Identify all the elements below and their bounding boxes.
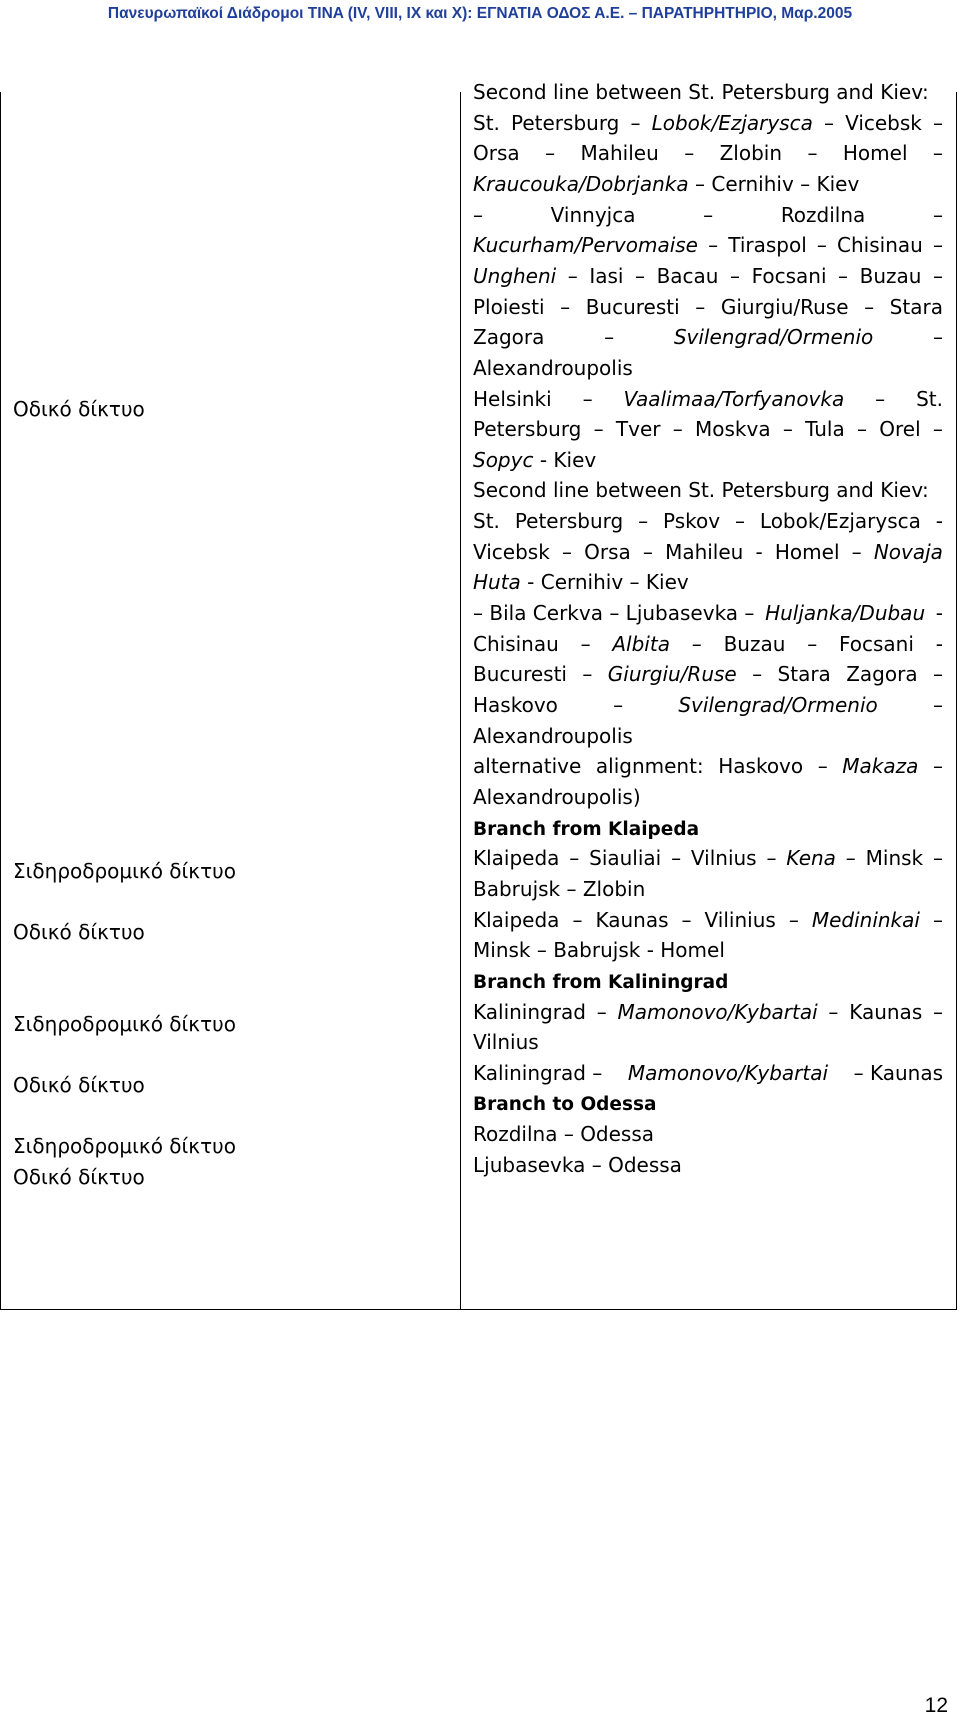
left-label-road: Οδικό δίκτυο — [13, 1165, 145, 1189]
route-text: – — [635, 263, 646, 288]
route-text: Minsk — [865, 846, 924, 871]
route-text: Stara — [777, 662, 831, 687]
route-text: Alexandroupolis — [473, 723, 633, 748]
route-text: Vicebsk — [473, 539, 550, 564]
route-text: Vilnius — [690, 846, 757, 871]
route-text: Albita — [612, 631, 670, 656]
route-text: – — [572, 907, 583, 932]
route-line — [473, 1086, 943, 1120]
route-line — [473, 1117, 943, 1151]
route-text: Bucuresti — [473, 662, 567, 687]
route-line — [473, 228, 943, 262]
route-text: – — [933, 999, 943, 1024]
route-text: Second line between St. Petersburg and Kiev: — [473, 478, 929, 503]
route-text: Tula — [805, 417, 845, 442]
route-text: Chisinau — [473, 631, 559, 656]
route-text: Lobok/Ezjarysca — [651, 110, 813, 135]
route-text: – — [545, 141, 556, 166]
route-text: Kaliningrad — [473, 999, 586, 1024]
route-line — [473, 75, 943, 109]
route-text: – — [681, 907, 692, 932]
route-text: Huljanka/Dubau — [765, 601, 926, 626]
route-text: - — [935, 509, 943, 534]
route-line — [473, 841, 943, 875]
route-line — [473, 903, 943, 937]
route-text: Alexandroupolis) — [473, 784, 641, 809]
route-line — [473, 351, 943, 385]
left-label-rail: Σιδηροδρομικό δίκτυο — [13, 859, 236, 883]
route-text: – — [672, 417, 683, 442]
route-text: Haskovo — [718, 754, 804, 779]
route-text: - — [929, 601, 943, 626]
route-line — [473, 473, 943, 507]
route-text: Tiraspol — [728, 233, 807, 258]
route-text: Klaipeda — [473, 846, 560, 871]
route-text: Makaza — [842, 754, 919, 779]
route-text: – — [932, 754, 943, 779]
page-number: 12 — [924, 1694, 948, 1717]
route-text: Branch from Kaliningrad — [473, 971, 729, 993]
route-text: Moskva — [694, 417, 771, 442]
route-line — [473, 198, 943, 232]
route-text: – — [828, 999, 839, 1024]
route-line — [473, 412, 943, 446]
route-text: – — [630, 110, 641, 135]
route-line — [473, 1025, 943, 1059]
route-text: Buzau — [859, 263, 922, 288]
route-text: Helsinki — [473, 386, 552, 411]
route-text: – — [613, 693, 624, 717]
route-text: Babrujsk – Zlobin — [473, 876, 646, 901]
route-text: Minsk – Babrujsk - Homel — [473, 938, 725, 963]
page-header: Πανευρωπαϊκοί Διάδρομοι TINA (IV, VIII, IX και X): ΕΓΝΑΤΙΑ ΟΔΟΣ Α.Ε. – ΠΑΡΑΤΗΡΗΤΗΡΙΟ, Μαρ.2005 — [107, 5, 853, 22]
route-text: Rozdilna – Odessa — [473, 1122, 655, 1147]
route-text: Homel — [774, 539, 840, 564]
route-text: – — [932, 233, 943, 258]
route-text: – Cernihiv – Kiev — [688, 171, 860, 196]
route-line — [473, 964, 943, 998]
route-text: Bacau — [656, 263, 719, 288]
route-text: – — [932, 907, 943, 932]
route-text: St. — [916, 386, 943, 411]
route-text: Orsa — [584, 539, 631, 564]
route-text: Pskov — [663, 509, 721, 534]
route-text: Focsani — [838, 631, 914, 656]
route-text: Alexandroupolis — [473, 355, 633, 380]
route-text: – — [864, 294, 875, 319]
route-text: Ungheni — [473, 263, 557, 288]
route-text: Kraucouka/Dobrjanka — [473, 171, 689, 196]
route-text: Vinnyjca — [550, 202, 636, 227]
route-line — [473, 504, 943, 538]
route-text: – — [932, 263, 943, 288]
route-text: Mahileu — [580, 141, 659, 166]
route-text: Buzau — [723, 631, 786, 656]
route-text: Kena — [786, 846, 836, 871]
route-text: - Kiev — [533, 447, 597, 472]
route-text: – — [569, 846, 580, 871]
route-line — [473, 565, 943, 599]
route-line — [473, 320, 943, 354]
route-text: – — [582, 662, 593, 687]
route-text: – — [932, 110, 943, 135]
route-text: Vilinius — [704, 907, 776, 932]
route-text: Mahileu — [665, 539, 744, 564]
route-text: Giurgiu/Ruse — [720, 294, 849, 319]
route-text: – — [684, 141, 695, 166]
route-text: Klaipeda — [473, 907, 560, 932]
route-text: – — [473, 202, 483, 227]
route-text: Second line between St. Petersburg and Kiev: — [473, 80, 929, 104]
route-text: – — [703, 202, 714, 227]
route-text: Haskovo — [473, 693, 558, 717]
route-text: – — [838, 263, 849, 288]
route-text: St. — [473, 509, 500, 534]
route-text: Lobok/Ezjarysca — [759, 509, 921, 534]
route-text: – Kaunas — [847, 1060, 943, 1085]
route-line — [473, 596, 943, 630]
route-text: – — [933, 662, 943, 687]
route-text: - Cernihiv – Kiev — [520, 570, 689, 595]
route-text: – — [752, 662, 763, 687]
route-text: – — [807, 631, 818, 656]
route-text: – — [582, 386, 593, 411]
route-text: Petersburg — [514, 509, 624, 534]
route-line — [473, 382, 943, 416]
route-text: – — [932, 202, 943, 227]
column-divider — [460, 92, 461, 1309]
route-text: – — [875, 386, 886, 411]
route-text: Zlobin — [719, 141, 783, 166]
route-text: Tver — [615, 417, 661, 442]
route-text: – — [730, 263, 741, 288]
route-text: – — [596, 999, 607, 1024]
route-text: – — [638, 509, 649, 534]
route-line — [473, 136, 943, 170]
route-text: Kaunas — [595, 907, 669, 932]
left-label-rail: Σιδηροδρομικό δίκτυο — [13, 1134, 236, 1158]
route-text: – — [932, 693, 943, 717]
route-text: Huta — [473, 570, 521, 595]
route-line — [473, 749, 943, 783]
route-text: Rozdilna — [780, 202, 866, 227]
route-text: Ljubasevka – Odessa — [473, 1152, 682, 1177]
route-text: – — [823, 110, 834, 135]
route-text: Kaliningrad – — [473, 1060, 609, 1085]
route-line — [473, 657, 943, 691]
left-label-road: Οδικό δίκτυο — [13, 1073, 145, 1097]
route-line — [473, 259, 943, 293]
route-text: Petersburg — [473, 417, 582, 442]
route-line — [473, 933, 943, 967]
route-text: Svilengrad/Ormenio — [673, 325, 874, 350]
route-text: Zagora — [846, 662, 918, 687]
route-text: Vaalimaa/Torfyanovka — [623, 386, 845, 411]
route-text: Vilnius — [473, 1030, 539, 1055]
route-line — [473, 995, 943, 1029]
route-line — [473, 811, 943, 845]
route-text: Branch from Klaipeda — [473, 818, 700, 840]
route-text: Sopyc — [473, 447, 534, 472]
route-text: Vicebsk — [845, 110, 922, 135]
route-text: – — [671, 846, 682, 871]
route-text: – — [851, 539, 862, 564]
route-text: Stara — [889, 294, 943, 319]
route-text: – — [857, 417, 867, 442]
route-text: St. — [473, 110, 500, 135]
route-text: – — [642, 539, 653, 564]
route-line — [473, 535, 943, 569]
route-text: – — [567, 263, 578, 288]
route-text: Chisinau — [837, 233, 923, 258]
route-line — [473, 290, 943, 324]
route-text: Svilengrad/Ormenio — [678, 693, 878, 717]
route-text: Ploiesti — [473, 294, 545, 319]
route-text: - — [755, 539, 763, 564]
route-text: – — [807, 141, 818, 166]
route-line — [473, 719, 943, 753]
route-text: Kucurham/Pervomaise — [473, 233, 698, 258]
route-text: – — [735, 509, 745, 534]
route-line — [473, 167, 943, 201]
route-text: – — [817, 754, 828, 779]
route-text: – — [604, 325, 615, 350]
route-text: – — [816, 233, 827, 258]
route-line — [473, 1056, 943, 1090]
route-text: Kaunas — [849, 999, 923, 1024]
route-text: Orsa — [473, 141, 520, 166]
route-text: – — [932, 141, 943, 166]
route-line — [473, 780, 943, 814]
left-label-rail: Σιδηροδρομικό δίκτυο — [13, 1012, 236, 1036]
route-text: – — [580, 631, 591, 656]
left-label-road: Οδικό δίκτυο — [13, 920, 145, 944]
route-text: Medininkai — [811, 907, 920, 932]
route-text: alternative — [473, 754, 582, 779]
route-text: Siauliai — [589, 846, 662, 871]
route-line — [473, 872, 943, 906]
route-text: – — [932, 417, 943, 442]
route-text: – — [695, 294, 706, 319]
route-line — [473, 688, 943, 722]
route-text: Branch to Odessa — [473, 1094, 657, 1116]
route-text: – — [788, 907, 799, 932]
route-text: Novaja — [873, 539, 943, 564]
route-text: Bucuresti — [585, 294, 680, 319]
route-text: - — [935, 631, 943, 656]
route-text: – — [560, 294, 571, 319]
route-text: Giurgiu/Ruse — [607, 662, 737, 687]
route-text: – — [845, 846, 856, 871]
route-text: Orel — [879, 417, 921, 442]
route-text: alignment: — [595, 754, 704, 779]
route-text: – — [561, 539, 572, 564]
route-text: – — [932, 846, 943, 871]
route-line — [473, 106, 943, 140]
route-text: – — [708, 233, 719, 258]
route-text: – — [691, 631, 702, 656]
route-text: – Bila Cerkva – Ljubasevka – — [473, 601, 761, 626]
route-text: Focsani — [751, 263, 827, 288]
route-text: Petersburg — [511, 110, 620, 135]
route-text: – — [593, 417, 604, 442]
route-text: Mamonovo/Kybartai — [627, 1060, 829, 1085]
route-text: – — [766, 846, 777, 871]
route-text: Homel — [842, 141, 908, 166]
route-line — [473, 627, 943, 661]
route-text: Zagora — [473, 325, 545, 350]
left-label-road: Οδικό δίκτυο — [13, 397, 145, 421]
route-text: – — [932, 325, 943, 350]
route-text: Mamonovo/Kybartai — [617, 999, 818, 1024]
route-text: Iasi — [589, 263, 624, 288]
route-line — [473, 443, 943, 477]
route-line — [473, 1148, 943, 1182]
route-text: – — [782, 417, 793, 442]
